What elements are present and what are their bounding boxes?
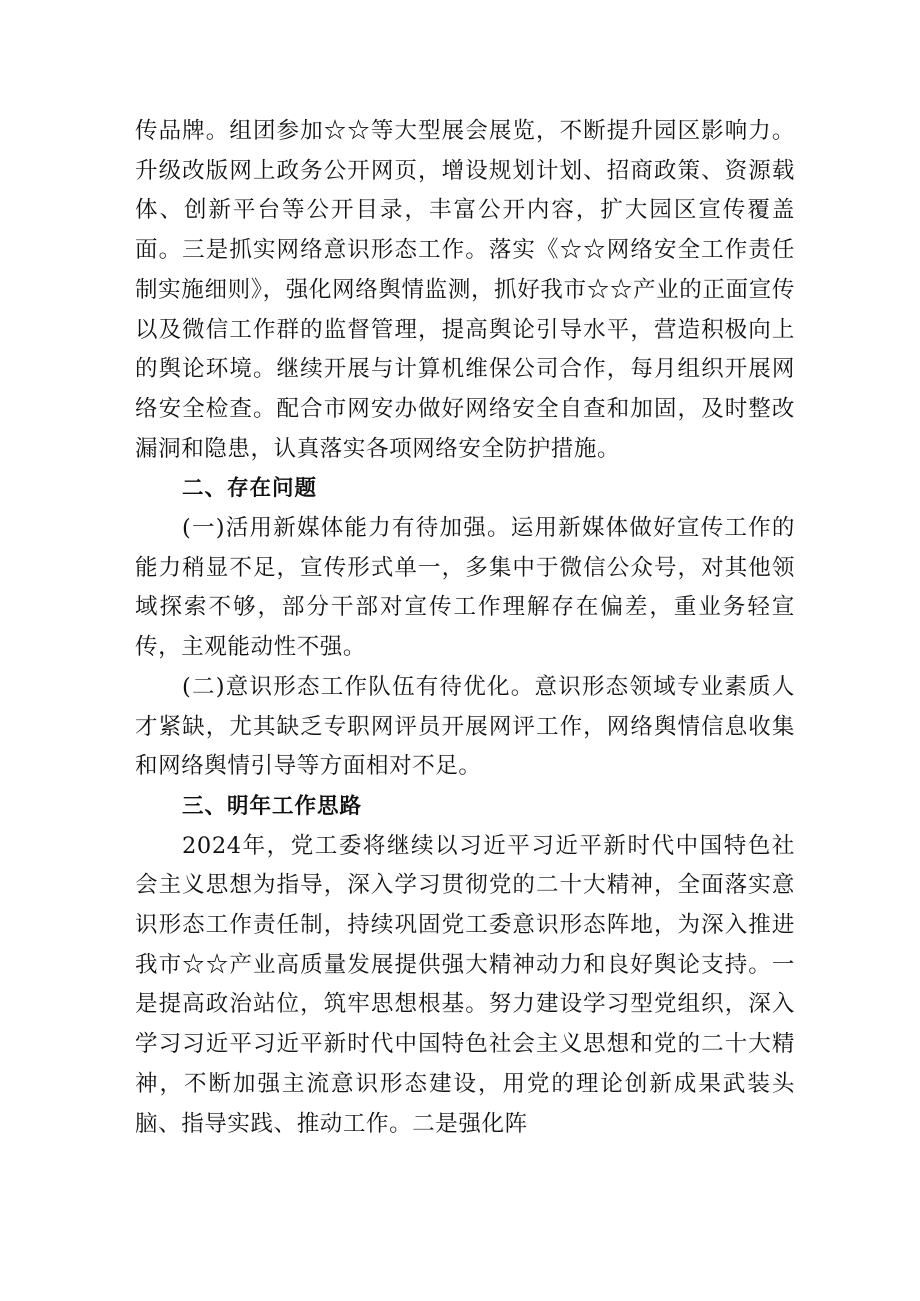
document-page bbox=[135, 112, 795, 1144]
paragraph-team-optimization: (二)意识形态工作队伍有待优化。意识形态领域专业素质人才紧缺，尤其缺乏专职网评员开展网评工作，网络舆情信息收集和网络舆情引导等方面相对不足。 bbox=[135, 673, 795, 780]
paragraph-new-media: (一)活用新媒体能力有待加强。运用新媒体做好宣传工作的能力稍显不足，宣传形式单一，多集中于微信公众号，对其他领域探索不够，部分干部对宣传工作理解存在偏差，重业务轻宣传，主观能动性不强。 bbox=[135, 515, 795, 661]
paragraph-network-ideology: 传品牌。组团参加☆☆等大型展会展览，不断提升园区影响力。升级改版网上政务公开网页，增设规划计划、招商政策、资源载体、创新平台等公开目录，丰富公开内容，扩大园区宣传覆盖面。三是抓实网络意识形态工作。落实《☆☆网络安全工作责任制实施细则》，强化网络舆情监测，抓好我市☆☆产业的正面宣传以及微信工作群的监督管理，提高舆论引导水平，营造积极向上的舆论环境。继续开展与计算机维保公司合作，每月组织开展网络安全检查。配合市网安办做好网络安全自查和加固，及时整改漏洞和隐患，认真落实各项网络安全防护措施。 bbox=[135, 118, 795, 462]
heading-next-year-plan: 三、明年工作思路 bbox=[182, 793, 363, 819]
heading-existing-problems: 二、存在问题 bbox=[182, 476, 318, 502]
paragraph-2024-plan: 2024年，党工委将继续以习近平习近平新时代中国特色社会主义思想为指导，深入学习贯彻党的二十大精神，全面落实意识形态工作责任制，持续巩固党工委意识形态阵地，为深入推进我市☆☆产业高质量发展提供强大精神动力和良好舆论支持。一是提高政治站位，筑牢思想根基。努力建设学习型党组织，深入学习习近平习近平新时代中国特色社会主义思想和党的二十大精神，不断加强主流意识形态建设，用党的理论创新成果武装头脑、指导实践、推动工作。二是强化阵 bbox=[135, 832, 795, 1137]
